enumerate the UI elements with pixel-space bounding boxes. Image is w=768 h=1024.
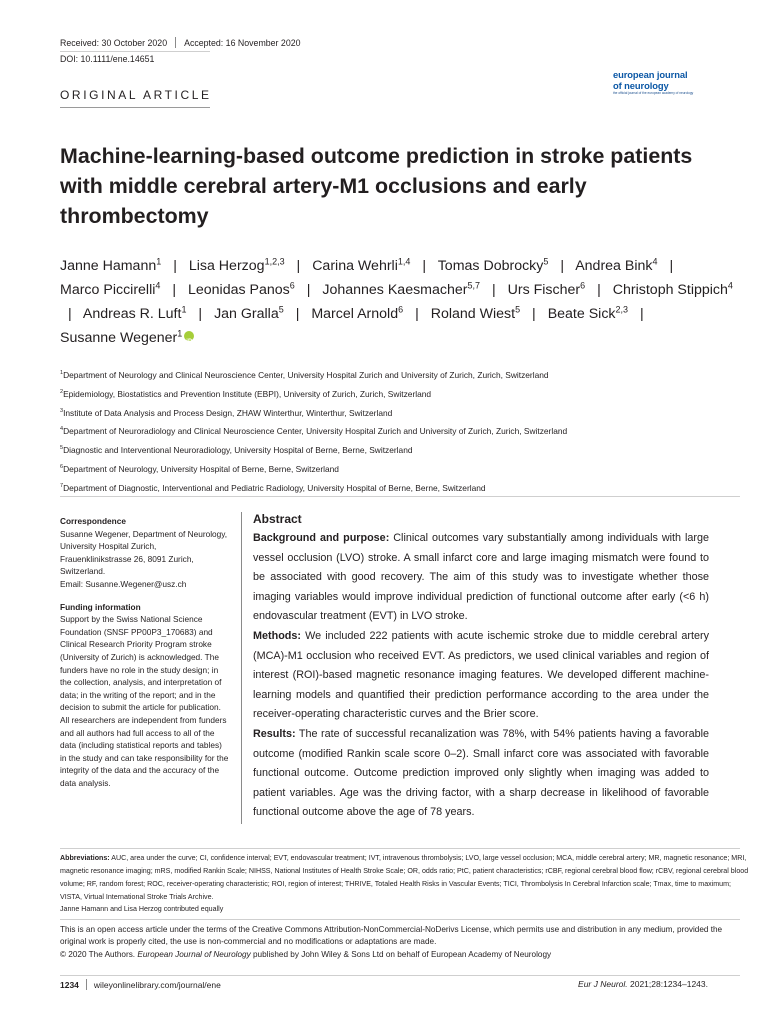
results-text: The rate of successful recanalization was 78%, with 54% patients having a favorable outcome (modified Rankin scale score 0–2). Small infarct core was associated with favorable functional outcome. Outcome prediction improved only slightly when imaging was added to patient variables. Age was the driving factor, with a sharp decrease in likelihood of favorable functional outcome above the age of 78 years.	[253, 727, 709, 819]
copyright-suffix: published by John Wiley & Sons Ltd on behalf of European Academy of Neurology	[250, 949, 552, 959]
author-separator: |	[415, 306, 419, 322]
author-name-text: Susanne Wegener	[60, 330, 178, 346]
abbreviations-rule	[60, 848, 740, 849]
author-affiliation-number: 6	[580, 280, 586, 291]
author-name-text: Tomas Dobrocky	[437, 258, 544, 274]
correspondence-body: Susanne Wegener, Department of Neurology, University Hospital Zurich, Frauenklinikstrasse 26, 8091 Zurich, Switzerland.	[60, 528, 228, 577]
journal-abbrev: Eur J Neurol.	[578, 979, 628, 989]
author-name-text: Marco Piccirelli	[60, 282, 156, 298]
author-separator: |	[639, 306, 644, 322]
section-label: ORIGINAL ARTICLE	[60, 88, 212, 102]
author-name[interactable]	[60, 330, 194, 346]
affiliation-text: Department of Neurology and Clinical Neuroscience Center, University Hospital Zurich and University of Zurich, Zurich, Switzerland	[63, 369, 549, 380]
accepted-date: Accepted: 16 November 2020	[184, 38, 301, 48]
author-affiliation-number: 2,3	[615, 304, 629, 315]
author-affiliation-number: 4	[652, 256, 658, 267]
abbreviations-label: Abbreviations:	[60, 854, 110, 862]
affiliation-item	[60, 365, 740, 384]
abstract	[253, 511, 709, 823]
author-name-text: Jan Gralla	[214, 306, 279, 322]
affiliation-item	[60, 459, 740, 478]
contribution-note: Janne Hamann and Lisa Herzog contributed equally	[60, 905, 224, 913]
author-affiliation-number: 1,4	[397, 256, 411, 267]
divider	[175, 37, 176, 48]
author-affiliation-number: 1	[177, 328, 183, 339]
copyright-journal: European Journal of Neurology	[137, 949, 251, 959]
affiliation-text: Epidemiology, Biostatistics and Prevention Institute (EBPI), University of Zurich, Zurich, Switzerland	[63, 388, 432, 399]
author-name[interactable]	[188, 282, 295, 298]
affiliation-number: 2	[60, 388, 64, 395]
doi-link[interactable]: DOI: 10.1111/ene.14651	[60, 54, 155, 64]
affiliation-number: 4	[60, 426, 64, 433]
author-separator: |	[68, 306, 72, 322]
author-separator: |	[597, 282, 601, 298]
author-name[interactable]	[548, 306, 628, 322]
article-dates	[60, 37, 301, 48]
journal-logo[interactable]	[613, 70, 693, 95]
abstract-background	[253, 529, 709, 627]
author-separator: |	[295, 306, 300, 322]
author-list	[60, 254, 740, 350]
sidebar	[60, 515, 230, 799]
abstract-rule	[241, 512, 242, 824]
methods-label: Methods:	[253, 629, 301, 642]
author-name-text: Roland Wiest	[430, 306, 516, 322]
journal-logo-line1: european journal	[613, 69, 688, 80]
affiliation-item	[60, 403, 740, 422]
received-date: Received: 30 October 2020	[60, 38, 168, 48]
author-affiliation-number: 1	[181, 304, 187, 315]
affiliation-number: 1	[60, 370, 64, 376]
citation	[578, 979, 708, 989]
results-label: Results:	[253, 727, 296, 740]
author-separator: |	[306, 282, 311, 298]
author-name-text: Leonidas Panos	[188, 282, 290, 298]
affiliation-item	[60, 478, 740, 497]
abstract-heading: Abstract	[253, 512, 302, 526]
methods-text: We included 222 patients with acute ischemic stroke due to middle cerebral artery (MCA)-M1 occlusion who received EVT. As predictors, we used clinical variables and region of interest (ROI)-based magnetic resonance imaging features. We developed different machine-learning models and quantified their prediction performance according to the area under the receiver-operating characteristic curves and the Brier score.	[253, 629, 709, 721]
orcid-icon[interactable]	[184, 331, 194, 345]
affiliation-text: Department of Neuroradiology and Clinical Neuroscience Center, University Hospital Zurich and University of Zurich, Zurich, Switzerland	[63, 426, 568, 437]
abbreviations-text: AUC, area under the curve; CI, confidence interval; EVT, endovascular treatment; IVT, intravenous thrombolysis; LVO, large vessel occlusion; MCA, middle cerebral artery; MR, magnetic resonance; MRI, magnetic resonance imaging; mRS, modified Rankin Scale; NIHSS, National Institutes of Health Stroke Scale; OR, odds ratio; PtC, patient characteristics; rCBF, regional cerebral blood flow; rCBV, regional cerebral blood volume; RF, random forest; ROC, receiver-operating characteristic; ROI, region of interest; THRIVE, Totaled Health Risks in Vascular Events; TICI, Thrombolysis In Cerebral Infarction scale; Tmax, time to maximum; VISTA, Virtual International Stroke Trials Archive.	[60, 854, 749, 901]
author-name-text: Christoph Stippich	[612, 282, 728, 298]
author-affiliation-number: 6	[289, 280, 295, 291]
author-affiliation-number: 4	[727, 280, 733, 291]
correspondence-email[interactable]: Email: Susanne.Wegener@usz.ch	[60, 578, 187, 589]
abstract-results	[253, 725, 709, 823]
author-separator: |	[532, 306, 536, 322]
affiliation-number: 5	[60, 445, 64, 452]
affiliation-number: 3	[60, 407, 64, 414]
header-rule	[60, 51, 210, 52]
license-text: This is an open access article under the terms of the Creative Commons Attribution-NonCommercial-NoDerivs License, which permits use and distribution in any medium, provided the original work is properly cited, the use is non-commercial and no modifications or adaptations are made.	[60, 925, 723, 947]
author-affiliation-number: 4	[155, 280, 161, 291]
author-name[interactable]	[60, 282, 160, 298]
author-affiliation-number: 1,2,3	[264, 256, 285, 267]
author-separator: |	[422, 258, 427, 274]
section-rule	[60, 107, 210, 108]
author-name-text: Beate Sick	[547, 306, 616, 322]
author-name[interactable]	[575, 258, 657, 274]
author-affiliation-number: 1	[156, 256, 162, 267]
author-name-text: Andreas R. Luft	[82, 306, 182, 322]
author-name-text: Andrea Bink	[575, 258, 653, 274]
license-block	[60, 924, 750, 961]
author-separator: |	[669, 258, 674, 274]
author-name-text: Urs Fischer	[507, 282, 581, 298]
author-name-text: Lisa Herzog	[188, 258, 265, 274]
author-name[interactable]	[508, 282, 586, 298]
author-name[interactable]	[214, 306, 284, 322]
author-name[interactable]	[431, 306, 520, 322]
background-label: Background and purpose:	[253, 532, 390, 544]
footer-rule	[60, 975, 740, 976]
affiliation-text: Institute of Data Analysis and Process Design, ZHAW Winterthur, Winterthur, Switzerland	[63, 407, 393, 418]
footer-left	[60, 979, 221, 990]
funding-block	[60, 601, 230, 790]
author-separator: |	[296, 258, 301, 274]
affiliation-number: 6	[60, 463, 64, 470]
affiliation-list	[60, 365, 740, 497]
license-rule	[60, 919, 740, 920]
abbreviations	[60, 852, 750, 904]
author-affiliation-number: 5	[543, 256, 549, 267]
journal-logo-tagline: the official journal of the european academy of neurology	[613, 91, 694, 95]
copyright-prefix: © 2020 The Authors.	[60, 949, 138, 959]
copyright-line	[60, 949, 750, 961]
affiliation-text: Department of Diagnostic, Interventional and Pediatric Radiology, University Hospital of Berne, Berne, Switzerland	[63, 482, 486, 493]
author-separator: |	[198, 306, 203, 322]
author-separator: |	[173, 258, 177, 274]
author-name[interactable]	[83, 306, 187, 322]
affiliation-item	[60, 440, 740, 459]
author-separator: |	[560, 258, 565, 274]
author-name[interactable]	[613, 282, 733, 298]
journal-logo-line2: of neurology	[613, 79, 669, 91]
author-affiliation-number: 5	[515, 304, 521, 315]
citation-detail: 2021;28:1234–1243.	[627, 979, 708, 989]
affiliation-item	[60, 384, 740, 403]
page-number: 1234	[60, 980, 79, 990]
journal-url[interactable]: wileyonlinelibrary.com/journal/ene	[93, 980, 221, 990]
author-name[interactable]	[322, 282, 480, 298]
author-name-text: Carina Wehrli	[312, 258, 398, 274]
divider	[86, 979, 87, 990]
author-affiliation-number: 5,7	[467, 280, 481, 291]
correspondence-block	[60, 515, 230, 591]
affiliation-number: 7	[60, 482, 64, 489]
section-divider	[60, 496, 740, 497]
author-separator: |	[491, 282, 496, 298]
funding-body: Support by the Swiss National Science Foundation (SNSF PP00P3_170683) and Clinical Research Priority Program stroke (University of Zurich) is acknowledged. The funders have no role in the study design; in the collection, analysis, and interpretation of data; in the writing of the report; and in the decision to submit the article for publication. All researchers are independent from funders and all authors had full access to all of the data (including statistical reports and tables) in the study and can take responsibility for the integrity of the data and the accuracy of the data analysis.	[60, 614, 229, 788]
author-name[interactable]	[60, 258, 161, 274]
author-name[interactable]	[189, 258, 285, 274]
article-title: Machine-learning-based outcome prediction in stroke patients with middle cerebral artery-M1 occlusions and early thrombectomy	[60, 144, 693, 228]
author-separator: |	[172, 282, 177, 298]
author-affiliation-number: 5	[278, 304, 284, 315]
funding-heading: Funding information	[60, 601, 141, 612]
author-name[interactable]	[311, 306, 403, 322]
orcid-label: iD	[186, 339, 193, 345]
affiliation-item	[60, 421, 740, 440]
correspondence-heading: Correspondence	[60, 516, 126, 526]
abstract-methods	[253, 627, 709, 725]
author-name-text: Marcel Arnold	[311, 306, 399, 322]
author-affiliation-number: 6	[398, 304, 404, 315]
author-name-text: Johannes Kaesmacher	[322, 282, 468, 298]
background-text: Clinical outcomes vary substantially among individuals with large vessel occlusion (LVO) stroke. A small infarct core and large imaging mismatch were found to be associated with good recovery. The aim of this study was to investigate whether those imaging variables would improve individual prediction of functional outcome after early (<6 h) endovascular treatment (EVT) in LVO stroke.	[253, 532, 710, 623]
author-name-text: Janne Hamann	[60, 258, 157, 274]
author-name[interactable]	[438, 258, 549, 274]
affiliation-text: Department of Neurology, University Hospital of Berne, Berne, Switzerland	[63, 463, 339, 474]
author-name[interactable]	[312, 258, 410, 274]
affiliation-text: Diagnostic and Interventional Neuroradiology, University Hospital of Berne, Berne, Switzerland	[63, 444, 413, 455]
